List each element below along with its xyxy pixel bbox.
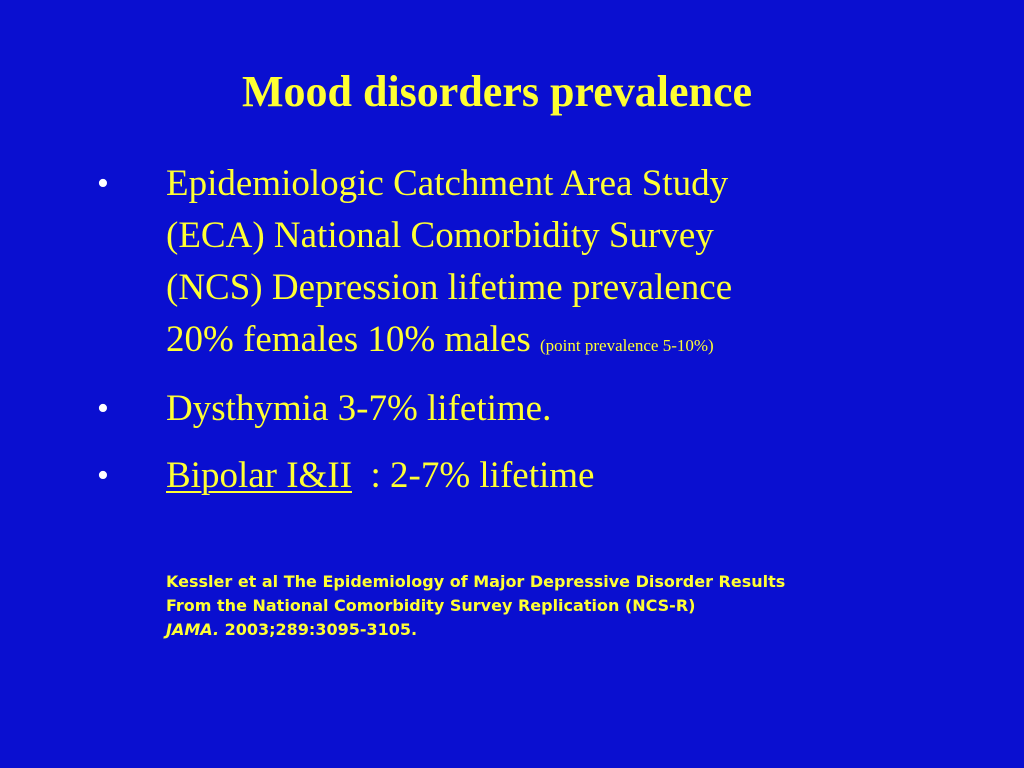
- bullet-line-text: 20% females 10% males: [166, 319, 540, 360]
- bullet-line: [166, 450, 926, 502]
- bullet-text-bipolar: [166, 450, 926, 502]
- bullet-line-last: [166, 314, 926, 372]
- bipolar-rest-text: : 2-7% lifetime: [351, 455, 595, 496]
- point-prevalence-note: (point prevalence 5-10%): [540, 336, 714, 355]
- citation-line-2: From the National Comorbidity Survey Replication (NCS-R): [166, 596, 696, 615]
- bullet-text-dysthymia: [166, 383, 926, 435]
- citation-journal: JAMA.: [166, 620, 220, 639]
- bullet-line: Epidemiologic Catchment Area Study: [166, 163, 729, 204]
- bullet-line: (ECA) National Comorbidity Survey: [166, 215, 714, 256]
- bipolar-link[interactable]: Bipolar I&II: [166, 455, 352, 496]
- bullet-marker: •: [97, 390, 109, 427]
- bullet-line: Dysthymia 3-7% lifetime.: [166, 388, 552, 429]
- bullet-text-depression: [166, 158, 926, 372]
- slide-title: Mood disorders prevalence: [241, 67, 753, 116]
- bullet-marker: •: [97, 457, 109, 494]
- citation-line-1: Kessler et al The Epidemiology of Major Depressive Disorder Results: [166, 572, 786, 591]
- citation-reference: 2003;289:3095-3105.: [219, 620, 418, 639]
- citation: [166, 570, 966, 642]
- citation-line-3: [166, 618, 966, 642]
- bullet-line: (NCS) Depression lifetime prevalence: [166, 267, 733, 308]
- bullet-marker: •: [97, 165, 109, 202]
